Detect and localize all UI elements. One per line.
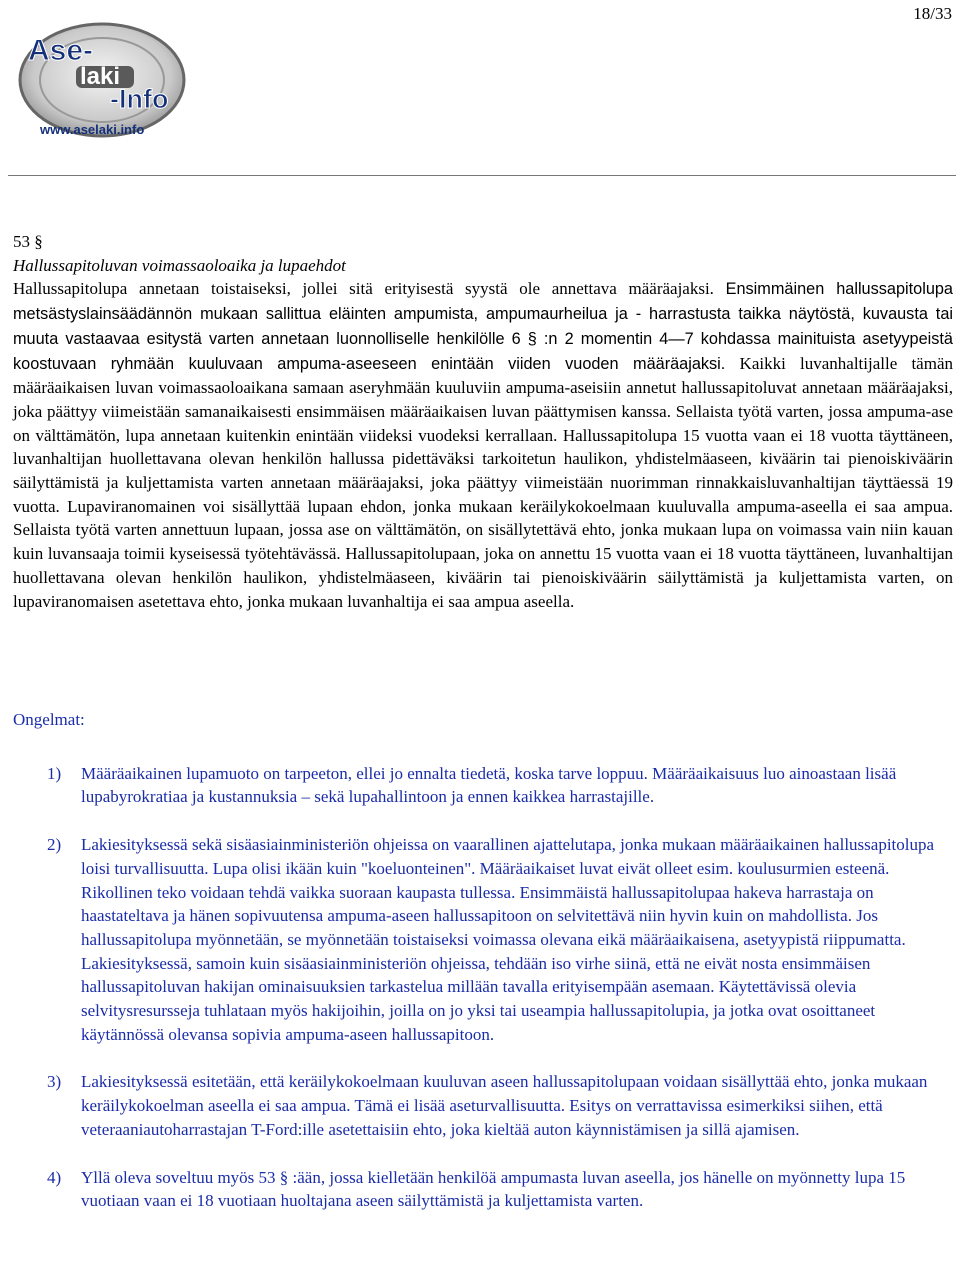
problems-heading: Ongelmat:	[13, 710, 85, 729]
problem-number: 2)	[47, 835, 62, 855]
svg-text:laki: laki	[80, 63, 121, 90]
svg-text:Ase-: Ase-	[28, 34, 94, 67]
law-text-lead: Hallussapitolupa annetaan toistaiseksi, jollei sitä erityisestä syystä ole annettava määräajaksi.	[13, 279, 726, 299]
problem-item	[13, 833, 953, 1046]
problem-item	[13, 1166, 953, 1213]
problems-section	[13, 708, 953, 1237]
section-symbol: §	[34, 232, 43, 251]
problem-text: Lakiesityksessä sekä sisäasiainministeriön ohjeissa on vaarallinen ajattelutapa, jonka mukaan määräaikainen hallussapitolupa loisi turvallisuutta. Lupa olisi ikään kuin "koeluonteinen". Määräaikaiset luvat eivät olleet esim. koulusurmien esteenä. Rikollinen teko voidaan tehdä vaikka suoraan kaupasta tullessa. Ensimmäistä hallussapitolupaa hakeva harrastaja on haastateltava ja hänen sopivuutensa ampuma-aseen hallussapitoon on selvitettävä niin hyvin kuin on mahdollista. Jos hallussapitolupa myönnetään, se myönnetään toistaiseksi voimassa olevana eikä määräaikaisena, asetyypistä riippumatta. Lakiesityksessä, samoin kuin sisäasiainministeriön ohjeissa, tehdään iso virhe siinä, että ne eivät nosta ensimmäisen hallussapitoluvan hakijan ominaisuuksien tarkastelua millään tavalla erityisempään asemaan. Käytettävissä olevia selvitysresursseja tuhlataan myös hakijoihin, joilla on jo yksi tai useampia hallussapitolupia, ja jotka ovat osoittaneet käytännössä olevansa sopivia ampuma-aseen hallussapitoon.	[81, 835, 935, 1044]
aselaki-logo	[18, 22, 198, 142]
problem-text: Määräaikainen lupamuoto on tarpeeton, ellei jo ennalta tiedetä, koska tarve loppuu. Määräaikaisuus luo ainoastaan lisää lupabyrokratiaa ja kustannuksia – sekä lupahallintoon ja ennen kaikkea harrastajille.	[81, 763, 897, 807]
section-number: 53	[13, 232, 30, 251]
problem-item	[13, 762, 953, 809]
law-section	[13, 230, 953, 613]
problem-item	[13, 1070, 953, 1141]
svg-text:www.aselaki.info: www.aselaki.info	[40, 122, 145, 137]
page-number: 18/33	[913, 4, 952, 23]
law-text-sans: Ensimmäinen hallussapitolupa metsästyslainsäädännön mukaan sallittua eläinten ampumista, ampumaurheilua ja - harrastusta taikka näytöstä, kuvausta tai muuta vastaavaa esitystä varten annetaan luonnolliselle henkilölle 6 § :n 2 momentin 4—7 kohdassa mainituista asetyypeistä koostuvaan ryhmään kuuluvaan ampuma-aseeseen enintään viiden vuoden määräajaksi.	[13, 280, 953, 373]
law-text-rest: Kaikki luvanhaltijalle tämän määräaikaisen luvan voimassaoloaikana samaan aseryhmään kuuluviin ampuma-aseisiin annetut hallussapitoluvat annetaan määräajaksi, joka päättyy viimeistään samanaikaisesti ensimmäisen määräaikaisen luvan päättymisen kanssa. Sellaista työtä varten, jossa ampuma-ase on välttämätön, lupa annetaan kuitenkin enintään viideksi vuodeksi kerrallaan. Hallussapitolupa 15 vuotta vaan ei 18 vuotta täyttäneen, luvanhaltijan huollettavana olevan henkilön hallussa pidettäväksi tarkoitetun haulikon, yhdistelmäaseen, kiväärin tai pienoiskiväärin säilyttämistä ja kuljettamista varten annetaan määräajaksi, joka päättyy viimeistään nuorimman rinnakkaisluvanhaltijan täyttäessä 19 vuotta. Lupaviranomainen voi sisällyttää lupaan ehdon, jonka mukaan keräilykokoelmaan kuuluvalla ampuma-aseella ei saa ampua. Sellaista työtä varten annettuun lupaan, jossa ase on välttämätön, on sisällytettävä ehto, jonka mukaan lupa on voimassa vain niin kauan kuin luvansaaja toimii kyseisessä työtehtävässä. Hallussapitolupaan, joka on annettu 15 vuotta vaan ei 18 vuotta täyttäneen, luvanhaltijan huollettavana olevan henkilön haulikon, yhdistelmäaseen, kiväärin tai pienoiskiväärin säilyttämistä ja kuljettamista varten, on lupaviranomaisen asetettava ehto, jonka mukaan luvanhaltija ei saa ampua aseella.	[13, 353, 954, 611]
section-heading	[13, 230, 953, 254]
problem-text: Yllä oleva soveltuu myös 53 § :ään, jossa kielletään henkilöä ampumasta luvan aseella, jos hänelle on myönnetty lupa 15 vuotiaan vaan ei 18 vuotiaan huoltajana aseen säilyttämistä ja kuljettamista varten.	[81, 1167, 906, 1211]
section-title: Hallussapitoluvan voimassaoloaika ja lupaehdot	[13, 255, 346, 275]
problems-list	[13, 762, 953, 1213]
header-divider	[8, 175, 956, 176]
problem-number: 1)	[47, 763, 62, 783]
law-text	[13, 277, 953, 613]
problem-text: Lakiesityksessä esitetään, että keräilykokoelmaan kuuluvan aseen hallussapitolupaan voidaan sisällyttää ehto, jonka mukaan keräilykokoelman aseella ei saa ampua. Tämä ei lisää aseturvallisuutta. Esitys on verrattavissa esimerkiksi siihen, että veteraaniautoharrastajan T-Ford:ille asetettaisiin ehto, joka kieltää auton käynnistämisen ja sillä ajamisen.	[81, 1072, 928, 1139]
svg-text:-Info: -Info	[110, 84, 169, 114]
problem-number: 4)	[47, 1167, 62, 1187]
problem-number: 3)	[47, 1072, 62, 1092]
